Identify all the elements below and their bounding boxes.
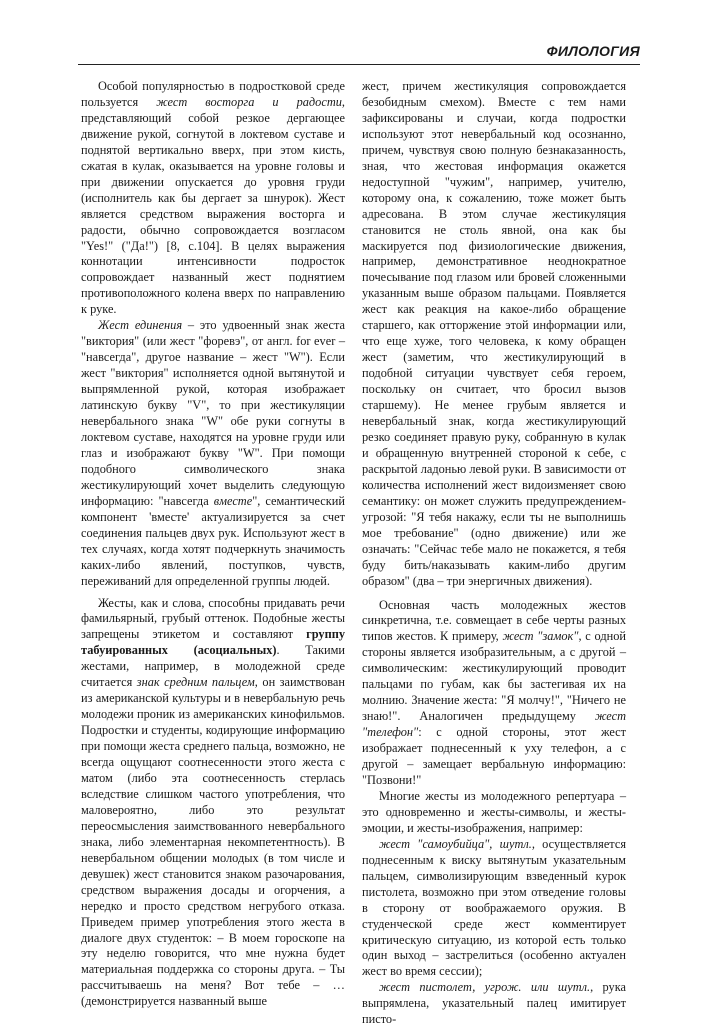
- term-emphasis: жест "замок": [502, 629, 579, 644]
- term-emphasis: Жест единения: [98, 318, 183, 333]
- paragraph: Жесты, как и слова, способны придавать речи фамильярный, грубый оттенок. Подобные жесты запрещены этикетом и составляют группу табуированных (асоциальных). Такими жестами, например, в молодежной среде считается знак средним пальцем, он заимствован из американской культуры и в невербальную речь молодежи проник из американских кинофильмов. Подростки и студенты, кодирующие информацию при помощи жеста среднего пальца, возможно, не всегда ощущают соотнесенности этого жеста с матом (либо эта соотнесенность стерлась вследствие слишком частого употребления, что маловероятно, либо это результат переосмысления заимствованного невербального знака, либо элементарная некомпетентность). В невербальном общении молодых (в том числе и девушек) жест становится знаком разочарования, средством выражения досады и огорчения, а нередко и просто средством негрубого отказа. Приведем пример употребления этого жеста в диалоге двух студенток: – В моем гороскопе на эту неделю говорится, что мне нужна будет материальная поддержка со стороны друга. – Ты рассчитываешь на меня? Вот тебе – … (демонстрируется названный выше: [81, 595, 346, 1009]
- running-header: [78, 40, 640, 65]
- section-title: ФИЛОЛОГИЯ: [546, 43, 640, 59]
- term-emphasis: знак средним пальцем: [136, 675, 255, 690]
- term-emphasis: жест восторга и радости: [156, 94, 342, 109]
- term-emphasis: жест пистолет, угрож. или шутл.: [379, 980, 591, 995]
- paragraph: жест пистолет, угрож. или шутл., рука выпрямлена, указательный палец имитирует писто-: [362, 980, 626, 1027]
- paragraph: Жест единения – это удвоенный знак жеста "виктория" (или жест "форевэ", от англ. for ever – "навсегда", другое название – жест "W"). Если жест "виктория" исполняется одной вытянутой и выпрямленной рукой, которая изображает латинскую букву "V", то при жестикуляции невербального знака "W" обе руки согнуты в локтевом суставе, находятся на уровне груди или глаз и изображают букву "W". При помощи подобного символического знака жестикулирующий хочет выделить следующую информацию: "навсегда вместе", семантический компонент 'вместе' актуализируется за счет соединения пальцев двух рук. Используют жест в тех случаях, когда хотят подчеркнуть значимость каких-либо явлений, поступков, чувств, переживаний для определенной группы людей.: [81, 318, 345, 588]
- right-column: [362, 79, 626, 1028]
- paragraph: жест "самоубийца", шутл., осуществляется поднесенным к виску вытянутым указательным пальцем, символизирующим взведенный курок пистолета, возможно при этом отведение головы в сторону от воображаемого оружия. В студенческой среде жест комментирует критическую ситуацию, из которой есть только один выход – застрелиться (особенно актуален жест во время сессии);: [362, 836, 626, 979]
- term-emphasis: вместе: [213, 493, 253, 508]
- paragraph: Многие жесты из молодежного репертуара – это одновременно и жесты-символы, и жесты-эмоции, и жесты-изображения, например:: [362, 788, 626, 835]
- paragraph: Особой популярностью в подростковой среде пользуется жест восторга и радости, представляющий собой резкое дергающее движение рукой, согнутой в локтевом суставе и поднятой вертикально вверх, при этом кисть, сжатая в кулак, оказывается на уровне головы и при движении опускается до уровня груди (исполнитель как бы дергает за шнурок). Жест является средством выражения восторга и радости, обычно сопровождается возгласом "Yes!" ("Да!") [8, с.104]. В целях выражения коннотации интенсивности подросток сопровождает названный жест поднятием противоположного колена вверх по направлению к руке.: [81, 79, 346, 317]
- term-bold: группу табуированных (асоциальных): [81, 627, 345, 658]
- term-emphasis: жест "самоубийца", шутл.,: [379, 836, 535, 851]
- left-column: [81, 79, 345, 1010]
- paragraph: Основная часть молодежных жестов синкретична, т.е. совмещает в себе черты разных типов жестов. К примеру, жест "замок", с одной стороны является изобразительным, а с другой – символическим: жестикулирующий проводит пальцами по губам, как бы застегивая их на молнию. Значение жеста: "Я молчу!", "Ничего не знаю!". Аналогичен предыдущему жест "телефон": с одной стороны, этот жест изображает поднесенный к уху телефон, а с другой – замещает вербальную информацию: "Позвони!": [362, 597, 627, 787]
- paragraph: жест, причем жестикуляция сопровождается безобидным смехом). Вместе с тем нами зафиксированы и случаи, когда подростки используют этот невербальный код осознанно, причем, чувствуя свою полную безнаказанность, зная, что жестовая информация окажется недоступной "чужим", например, учителю, которому она, к сожалению, тоже может быть адресована. В этом случае жестикуляция становится не столь явной, она как бы маскируется под физиологические движения, например, демонстративное неоднократное почесывание под глазом или бровей сложенными указанным выше образом пальцами. Появляется жест как реакция на какое-либо обращение старшего, как отторжение этой информации или, что еще хуже, того человека, к кому обращен жест (заметим, что жестикулирующий в подобной ситуации чувствует себя героем, поскольку он считает, что бросил вызов старшему). Не менее грубым является и невербальный знак, когда жестикулирующий резко соединяет правую руку, собранную в кулак и обращенную внутренней стороной к себе, с раскрытой ладонью левой руки. В зависимости от количества исполнений жест видоизменяет свою семантику: он может служить предупреждением-угрозой: "Я тебя накажу, если ты не выполнишь мое требование" (одно движение) или же означать: "Сейчас тебе мало не покажется, я тебя буду бить/наказывать каким-либо другим образом" (два – три энергичных движения).: [362, 79, 626, 588]
- term-emphasis: жест "телефон": [362, 709, 626, 740]
